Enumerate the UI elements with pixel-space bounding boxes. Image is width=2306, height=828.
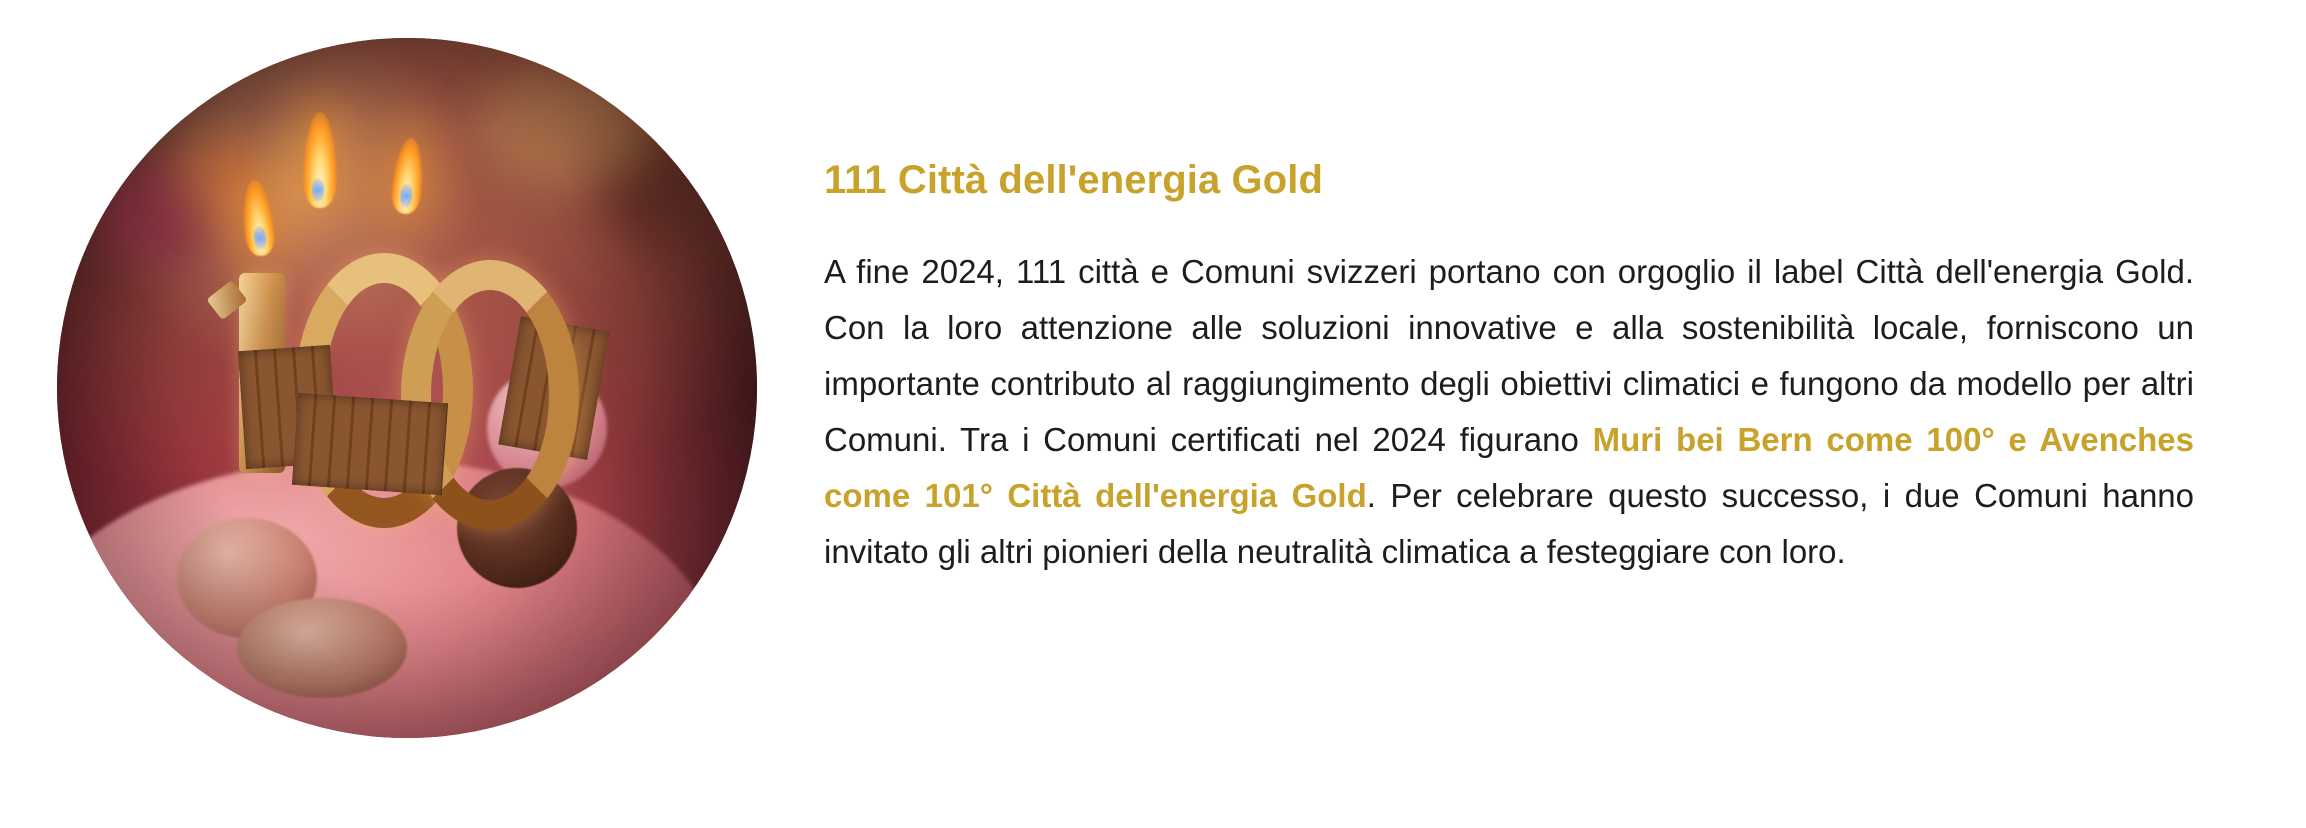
article-body xyxy=(824,244,2194,580)
body-text-part-one: A fine 2024, 111 città e Comuni svizzeri portano con orgoglio il label Città dell'energia Gold. Con la loro attenzione alle soluzioni innovative e alla sostenibilità locale, forniscono un importante contributo al raggiungimento degli obiettivi climatici e fungono da modello per altri Comuni. Tra i Comuni certificati nel 2024 figurano xyxy=(824,253,2194,458)
bokeh-light xyxy=(477,68,657,188)
chocolate-bar xyxy=(292,393,448,495)
macaron xyxy=(237,598,407,698)
candle-cake-photo xyxy=(57,38,757,738)
page-title: 111 Città dell'energia Gold xyxy=(824,158,1324,202)
article-figure xyxy=(57,38,757,738)
article-content xyxy=(824,158,2194,580)
certified-municipalities-link[interactable]: Muri bei Bern come 100° e Avenches come 101° Città dell'energia Gold xyxy=(824,421,2194,514)
body-text-part-two: . Per celebrare questo successo, i due Comuni hanno invitato gli altri pionieri della neutralità climatica a festeggiare con loro. xyxy=(824,477,2194,570)
